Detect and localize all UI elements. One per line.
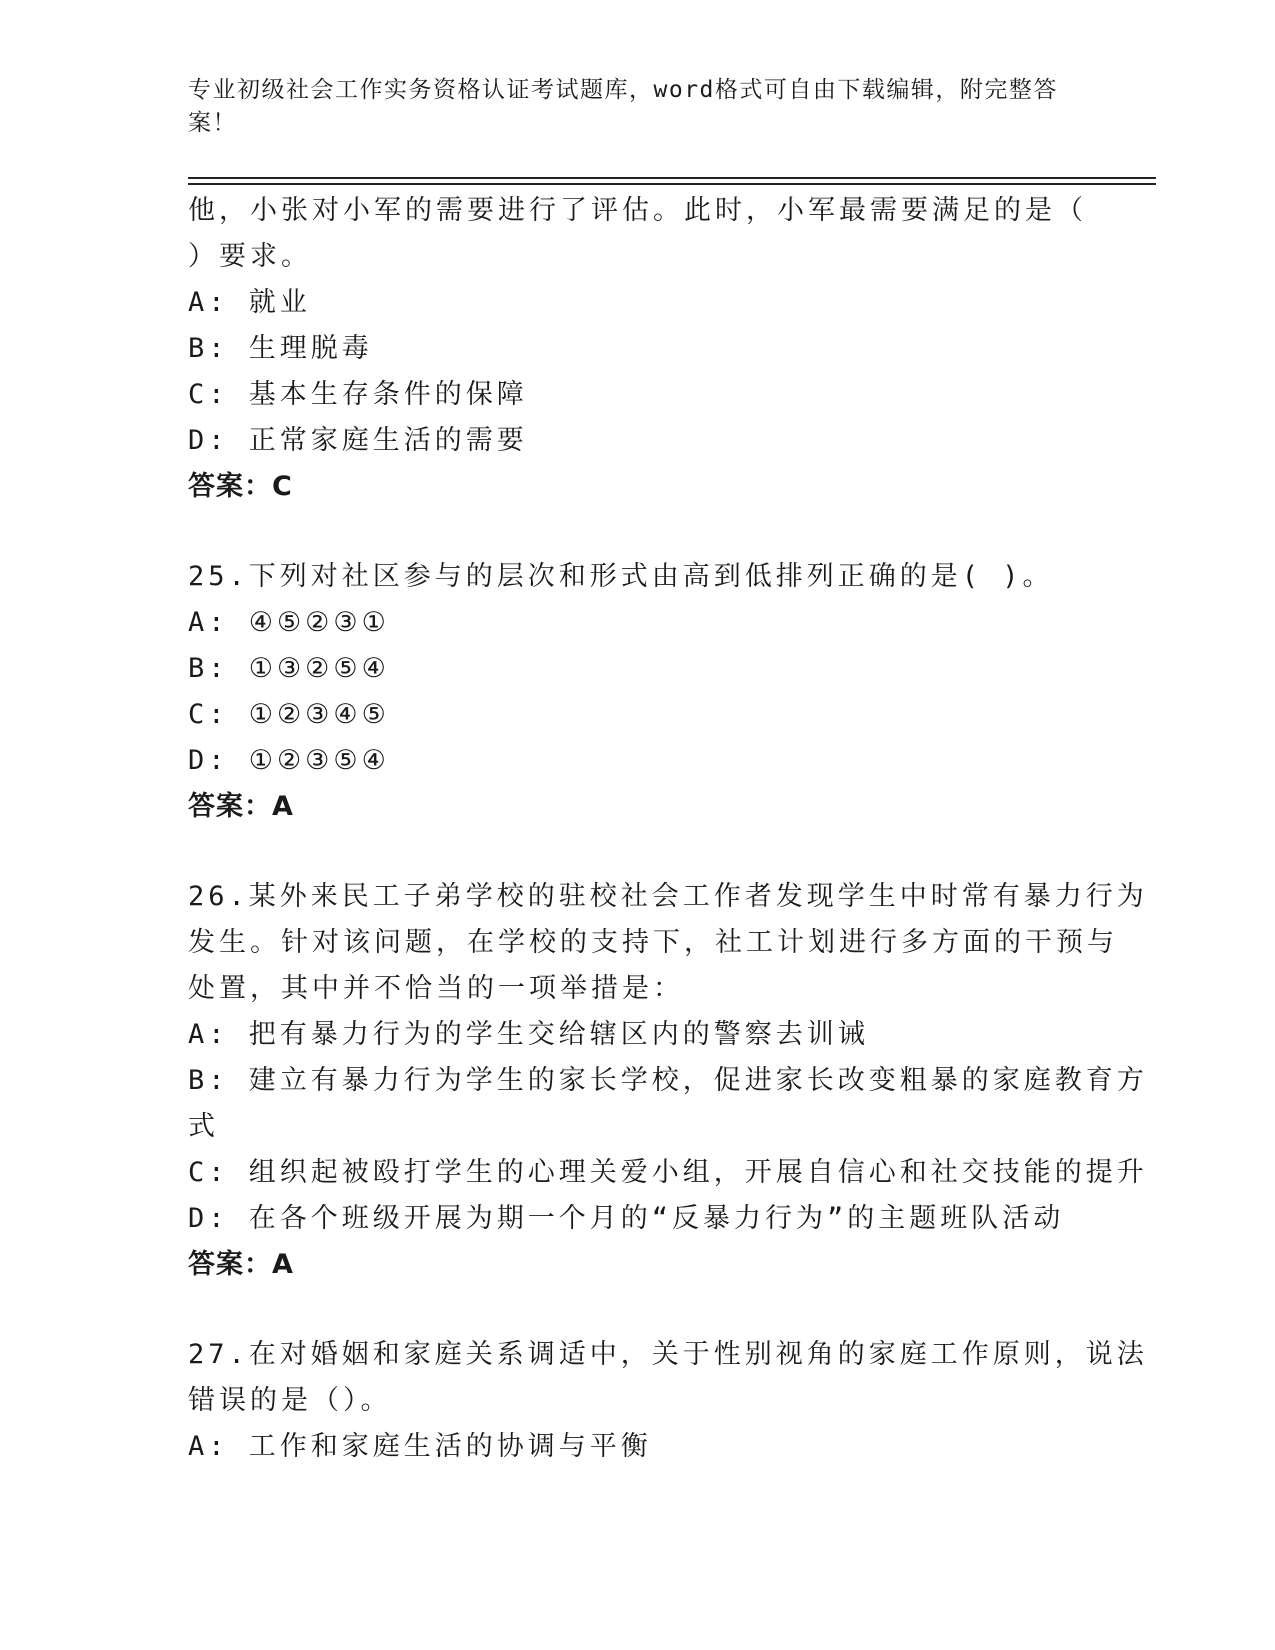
option-c: C: 基本生存条件的保障 xyxy=(188,379,528,410)
answer-line: 答案：C xyxy=(188,471,293,502)
document-header: 专业初级社会工作实务资格认证考试题库，word格式可自由下载编辑，附完整答案！ xyxy=(188,77,1058,136)
header-divider-top xyxy=(188,177,1156,179)
option-b: B: 建立有暴力行为学生的家长学校，促进家长改变粗暴的家庭教育方 xyxy=(188,1065,1148,1096)
option-b: B: 生理脱毒 xyxy=(188,333,373,364)
question-stem-line: 错误的是（）。 xyxy=(188,1385,392,1416)
option-c: C: 组织起被殴打学生的心理关爱小组，开展自信心和社交技能的提升 xyxy=(188,1157,1148,1188)
option-c: C: ①②③④⑤ xyxy=(188,699,390,730)
question-spacer xyxy=(188,1288,1088,1332)
question-block xyxy=(188,188,1088,510)
answer-line: 答案：A xyxy=(188,1249,294,1280)
question-spacer xyxy=(188,510,1088,554)
question-block xyxy=(188,1332,1148,1470)
option-a: A: 工作和家庭生活的协调与平衡 xyxy=(188,1431,652,1462)
option-d: D: ①②③⑤④ xyxy=(188,745,390,776)
question-stem-line: ）要求。 xyxy=(188,241,312,272)
option-a: A: 就业 xyxy=(188,287,311,318)
question-stem-line: 发生。针对该问题，在学校的支持下，社工计划进行多方面的干预与 xyxy=(188,927,1118,958)
question-stem-line: 25.下列对社区参与的层次和形式由高到低排列正确的是( )。 xyxy=(188,561,1054,592)
question-stem-line: 27.在对婚姻和家庭关系调适中，关于性别视角的家庭工作原则，说法 xyxy=(188,1339,1148,1370)
option-a: A: ④⑤②③① xyxy=(188,607,390,638)
option-a: A: 把有暴力行为的学生交给辖区内的警察去训诫 xyxy=(188,1019,869,1050)
option-b-continued: 式 xyxy=(188,1111,219,1142)
header-divider-bottom xyxy=(188,183,1156,185)
option-b: B: ①③②⑤④ xyxy=(188,653,390,684)
option-d: D: 在各个班级开展为期一个月的“反暴力行为”的主题班队活动 xyxy=(188,1203,1065,1234)
question-list xyxy=(188,188,1148,1470)
option-d: D: 正常家庭生活的需要 xyxy=(188,425,528,456)
question-stem-line: 26.某外来民工子弟学校的驻校社会工作者发现学生中时常有暴力行为 xyxy=(188,881,1148,912)
question-block xyxy=(188,874,1148,1288)
question-stem-line: 处置，其中并不恰当的一项举措是： xyxy=(188,973,684,1004)
answer-line: 答案：A xyxy=(188,791,294,822)
question-stem-line: 他，小张对小军的需要进行了评估。此时，小军最需要满足的是（ xyxy=(188,195,1087,226)
question-spacer xyxy=(188,830,1088,874)
question-block xyxy=(188,554,1088,830)
